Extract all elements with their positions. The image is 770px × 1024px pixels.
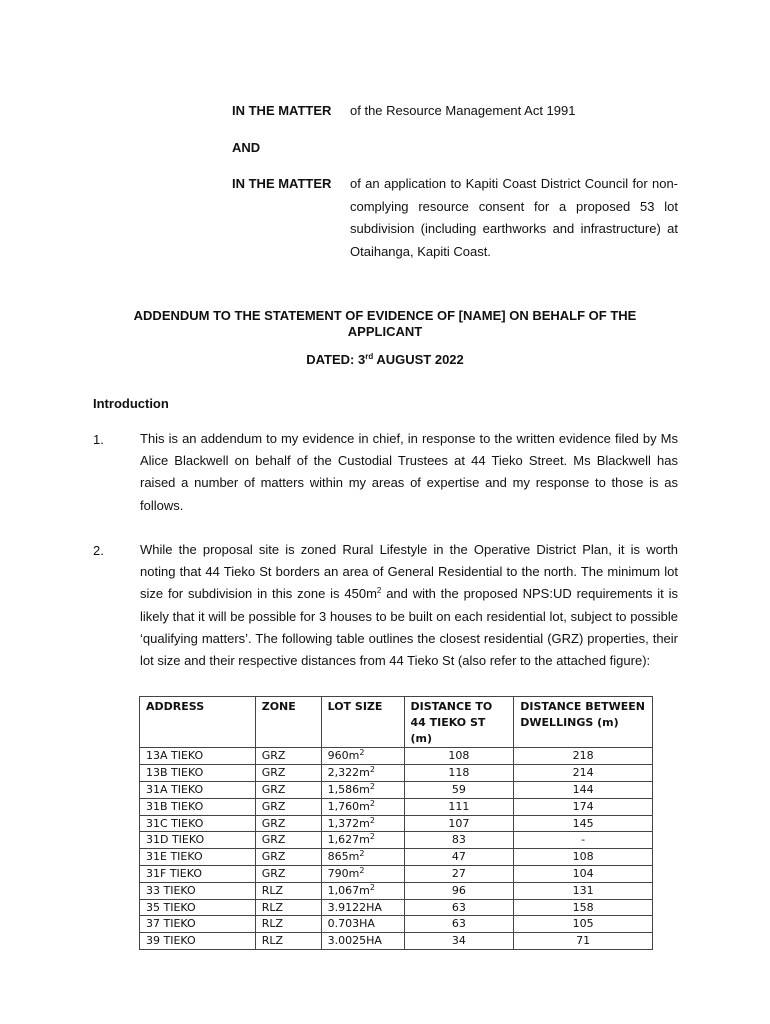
table-row bbox=[140, 815, 653, 832]
header-zone: ZONE bbox=[255, 697, 321, 748]
cell-lot-size bbox=[321, 765, 404, 782]
cell-zone: GRZ bbox=[255, 832, 321, 849]
table-row bbox=[140, 899, 653, 916]
cell-lot-size bbox=[321, 781, 404, 798]
lot-size-value: 1,586m bbox=[327, 782, 370, 796]
lot-size-value: 865m bbox=[327, 850, 360, 864]
table-row bbox=[140, 849, 653, 866]
lot-size-value: 1,627m bbox=[327, 833, 370, 847]
cell-distance-between: 108 bbox=[514, 849, 653, 866]
cell-distance-to: 63 bbox=[404, 899, 514, 916]
cell-lot-size bbox=[321, 815, 404, 832]
table-row bbox=[140, 916, 653, 933]
paragraph-number: 2. bbox=[93, 543, 104, 558]
cell-lot-size bbox=[321, 865, 404, 882]
date-suffix: AUGUST 2022 bbox=[373, 352, 464, 367]
table-row bbox=[140, 865, 653, 882]
table-row bbox=[140, 798, 653, 815]
squared-sup: 2 bbox=[359, 748, 365, 758]
cell-distance-between: 131 bbox=[514, 882, 653, 899]
cell-address: 31A TIEKO bbox=[140, 781, 256, 798]
lot-size-value: 2,322m bbox=[327, 766, 370, 780]
cell-distance-between: 105 bbox=[514, 916, 653, 933]
cell-lot-size bbox=[321, 882, 404, 899]
cell-zone: RLZ bbox=[255, 933, 321, 950]
section-heading: Introduction bbox=[93, 396, 169, 411]
cell-lot-size bbox=[321, 849, 404, 866]
table-row bbox=[140, 765, 653, 782]
cell-distance-to: 108 bbox=[404, 748, 514, 765]
document-title: ADDENDUM TO THE STATEMENT OF EVIDENCE OF [NAME] ON BEHALF OF THE APPLICANT bbox=[133, 308, 637, 339]
table-row bbox=[140, 832, 653, 849]
cell-zone: GRZ bbox=[255, 765, 321, 782]
lot-size-value: 0.703HA bbox=[327, 917, 375, 931]
squared-sup: 2 bbox=[369, 765, 375, 775]
cell-distance-to: 34 bbox=[404, 933, 514, 950]
lot-size-value: 790m bbox=[327, 866, 360, 880]
cell-address: 31B TIEKO bbox=[140, 798, 256, 815]
date-prefix: DATED: 3 bbox=[306, 352, 366, 367]
cell-distance-to: 111 bbox=[404, 798, 514, 815]
cell-distance-to: 96 bbox=[404, 882, 514, 899]
squared-sup: 2 bbox=[369, 781, 375, 791]
table-row bbox=[140, 748, 653, 765]
table-row bbox=[140, 781, 653, 798]
squared-sup: 2 bbox=[369, 815, 375, 825]
squared-sup: 2 bbox=[369, 798, 375, 808]
table-body bbox=[140, 748, 653, 950]
cell-distance-to: 83 bbox=[404, 832, 514, 849]
lot-size-value: 1,067m bbox=[327, 883, 370, 897]
cell-distance-between: 158 bbox=[514, 899, 653, 916]
cell-distance-to: 47 bbox=[404, 849, 514, 866]
lot-size-value: 3.9122HA bbox=[327, 900, 382, 914]
cell-address: 35 TIEKO bbox=[140, 899, 256, 916]
cell-distance-to: 63 bbox=[404, 916, 514, 933]
cell-distance-between: 174 bbox=[514, 798, 653, 815]
cell-distance-to: 107 bbox=[404, 815, 514, 832]
cell-distance-between: 145 bbox=[514, 815, 653, 832]
cell-lot-size bbox=[321, 899, 404, 916]
lot-size-value: 3.0025HA bbox=[327, 934, 382, 948]
paragraph-2 bbox=[140, 539, 678, 672]
cell-zone: GRZ bbox=[255, 748, 321, 765]
cell-distance-between: 218 bbox=[514, 748, 653, 765]
cell-lot-size bbox=[321, 798, 404, 815]
cell-lot-size bbox=[321, 748, 404, 765]
cell-lot-size bbox=[321, 832, 404, 849]
cell-distance-between: 104 bbox=[514, 865, 653, 882]
paragraph-1: This is an addendum to my evidence in chief, in response to the written evidence filed by Ms Alice Blackwell on behalf of the Custodial Trustees at 44 Tieko Street. Ms Blackwell has raised a number of matters within my areas of expertise and my response to those is as follows. bbox=[140, 431, 678, 513]
cell-distance-between: 71 bbox=[514, 933, 653, 950]
cell-zone: GRZ bbox=[255, 781, 321, 798]
cell-address: 13B TIEKO bbox=[140, 765, 256, 782]
paragraph-2-part-a: While the proposal site is zoned Rural Lifestyle in the Operative District Plan, it is worth noting that 44 Tieko St borders an area of General Residential to the north. The minimum lot size for subdivision in this zone is 450m bbox=[140, 542, 678, 602]
cell-zone: RLZ bbox=[255, 916, 321, 933]
squared-sup: 2 bbox=[369, 882, 375, 892]
squared-sup: 2 bbox=[369, 832, 375, 842]
cell-zone: GRZ bbox=[255, 815, 321, 832]
matter2-text: of an application to Kapiti Coast District Council for non-complying resource consent for a proposed 53 lot subdivision (including earthworks and infrastructure) at Otaihanga, Kapiti Coast. bbox=[350, 176, 678, 259]
matter2-label: IN THE MATTER bbox=[232, 176, 332, 191]
properties-table bbox=[139, 696, 653, 950]
squared-sup: 2 bbox=[359, 849, 365, 859]
cell-address: 31E TIEKO bbox=[140, 849, 256, 866]
cell-address: 13A TIEKO bbox=[140, 748, 256, 765]
cell-distance-between: - bbox=[514, 832, 653, 849]
squared-sup: 2 bbox=[376, 586, 382, 596]
document-date bbox=[95, 352, 675, 368]
table-row bbox=[140, 933, 653, 950]
date-ordinal: rd bbox=[365, 352, 374, 361]
header-lot-size: LOT SIZE bbox=[321, 697, 404, 748]
cell-distance-between: 214 bbox=[514, 765, 653, 782]
cell-address: 31C TIEKO bbox=[140, 815, 256, 832]
cell-address: 33 TIEKO bbox=[140, 882, 256, 899]
cell-lot-size bbox=[321, 933, 404, 950]
header-distance-to: DISTANCE TO 44 TIEKO ST (m) bbox=[404, 697, 514, 748]
cell-zone: GRZ bbox=[255, 849, 321, 866]
cell-address: 37 TIEKO bbox=[140, 916, 256, 933]
cell-address: 31D TIEKO bbox=[140, 832, 256, 849]
cell-zone: GRZ bbox=[255, 798, 321, 815]
cell-zone: RLZ bbox=[255, 899, 321, 916]
cell-distance-to: 59 bbox=[404, 781, 514, 798]
cell-address: 39 TIEKO bbox=[140, 933, 256, 950]
header-address: ADDRESS bbox=[140, 697, 256, 748]
cell-distance-between: 144 bbox=[514, 781, 653, 798]
cell-zone: RLZ bbox=[255, 882, 321, 899]
cell-distance-to: 118 bbox=[404, 765, 514, 782]
cell-lot-size bbox=[321, 916, 404, 933]
table-row bbox=[140, 882, 653, 899]
lot-size-value: 1,372m bbox=[327, 816, 370, 830]
cell-address: 31F TIEKO bbox=[140, 865, 256, 882]
paragraph-2-part-b: and with the proposed NPS:UD requirements it is likely that it will be possible for 3 houses to be built on each residential lot, subject to possible ‘qualifying matters’. The following table outlines the closest residential (GRZ) properties, their lot size and their respective distances from 44 Tieko St (also refer to the attached figure): bbox=[140, 586, 678, 669]
squared-sup: 2 bbox=[359, 865, 365, 875]
cell-zone: GRZ bbox=[255, 865, 321, 882]
matter1-text: of the Resource Management Act 1991 bbox=[350, 103, 576, 118]
lot-size-value: 1,760m bbox=[327, 799, 370, 813]
and-label: AND bbox=[232, 140, 261, 155]
matter1-label: IN THE MATTER bbox=[232, 103, 332, 118]
cell-distance-to: 27 bbox=[404, 865, 514, 882]
lot-size-value: 960m bbox=[327, 749, 360, 763]
table-header-row bbox=[140, 697, 653, 748]
paragraph-number: 1. bbox=[93, 432, 104, 447]
header-distance-between: DISTANCE BETWEEN DWELLINGS (m) bbox=[514, 697, 653, 748]
